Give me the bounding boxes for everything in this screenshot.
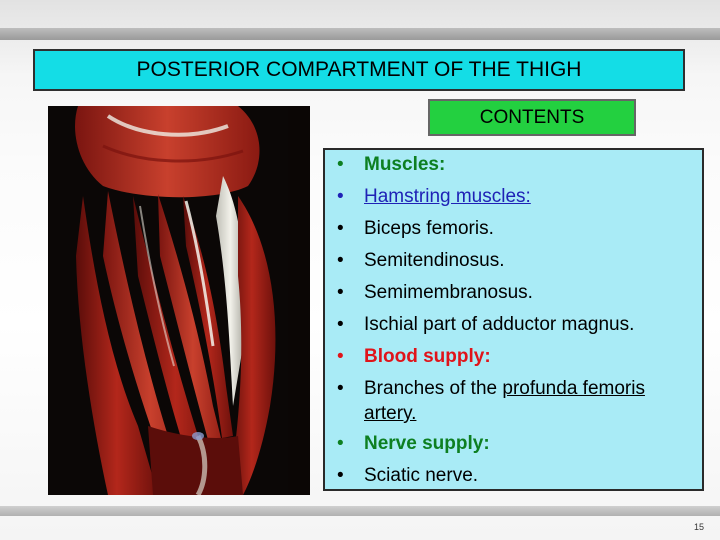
bullet: • [337,218,344,239]
contents-heading: CONTENTS [479,106,585,128]
list-item-hamstring [337,184,694,209]
list-item-text[interactable]: Hamstring muscles: [364,186,531,207]
bullet: • [337,282,344,303]
bullet: • [337,346,344,367]
list-item-text: Sciatic nerve. [364,465,479,486]
list-item-biceps-femoris [337,216,694,241]
list-item-text: Semimembranosus. [364,282,533,303]
list-item-nerve-supply [337,431,694,456]
list-item-text [364,376,694,426]
list-item-text: Nerve supply: [364,433,490,454]
slide-title-box [33,49,685,91]
list-item-muscles [337,152,694,177]
bullet: • [337,465,344,486]
contents-list [323,148,704,491]
bullet: • [337,186,344,207]
list-item-text: Ischial part of adductor magnus. [364,314,635,335]
bullet: • [337,250,344,271]
list-item-text: Blood supply: [364,346,491,367]
list-item-text: Muscles: [364,154,446,175]
list-item-adductor-magnus [337,312,694,337]
list-item-blood-supply [337,344,694,369]
list-item-text: Biceps femoris. [364,218,494,239]
slide-title: POSTERIOR COMPARTMENT OF THE THIGH [136,58,582,81]
bullet: • [337,378,344,399]
profunda-femoris-link[interactable]: profunda femoris artery. [364,378,645,424]
thigh-muscle-photo [48,106,310,495]
top-decorative-bar [0,28,720,40]
list-item-text: Semitendinosus. [364,250,505,271]
bullet: • [337,154,344,175]
list-item-profunda-branches [337,376,694,426]
contents-heading-box [428,99,636,136]
page-number: 15 [694,522,705,532]
bullet: • [337,433,344,454]
list-item-text-prefix: Branches of the [364,378,503,399]
list-item-semimembranosus [337,280,694,305]
list-item-sciatic-nerve [337,463,694,488]
bottom-decorative-bar [0,506,720,516]
list-item-semitendinosus [337,248,694,273]
bullet: • [337,314,344,335]
